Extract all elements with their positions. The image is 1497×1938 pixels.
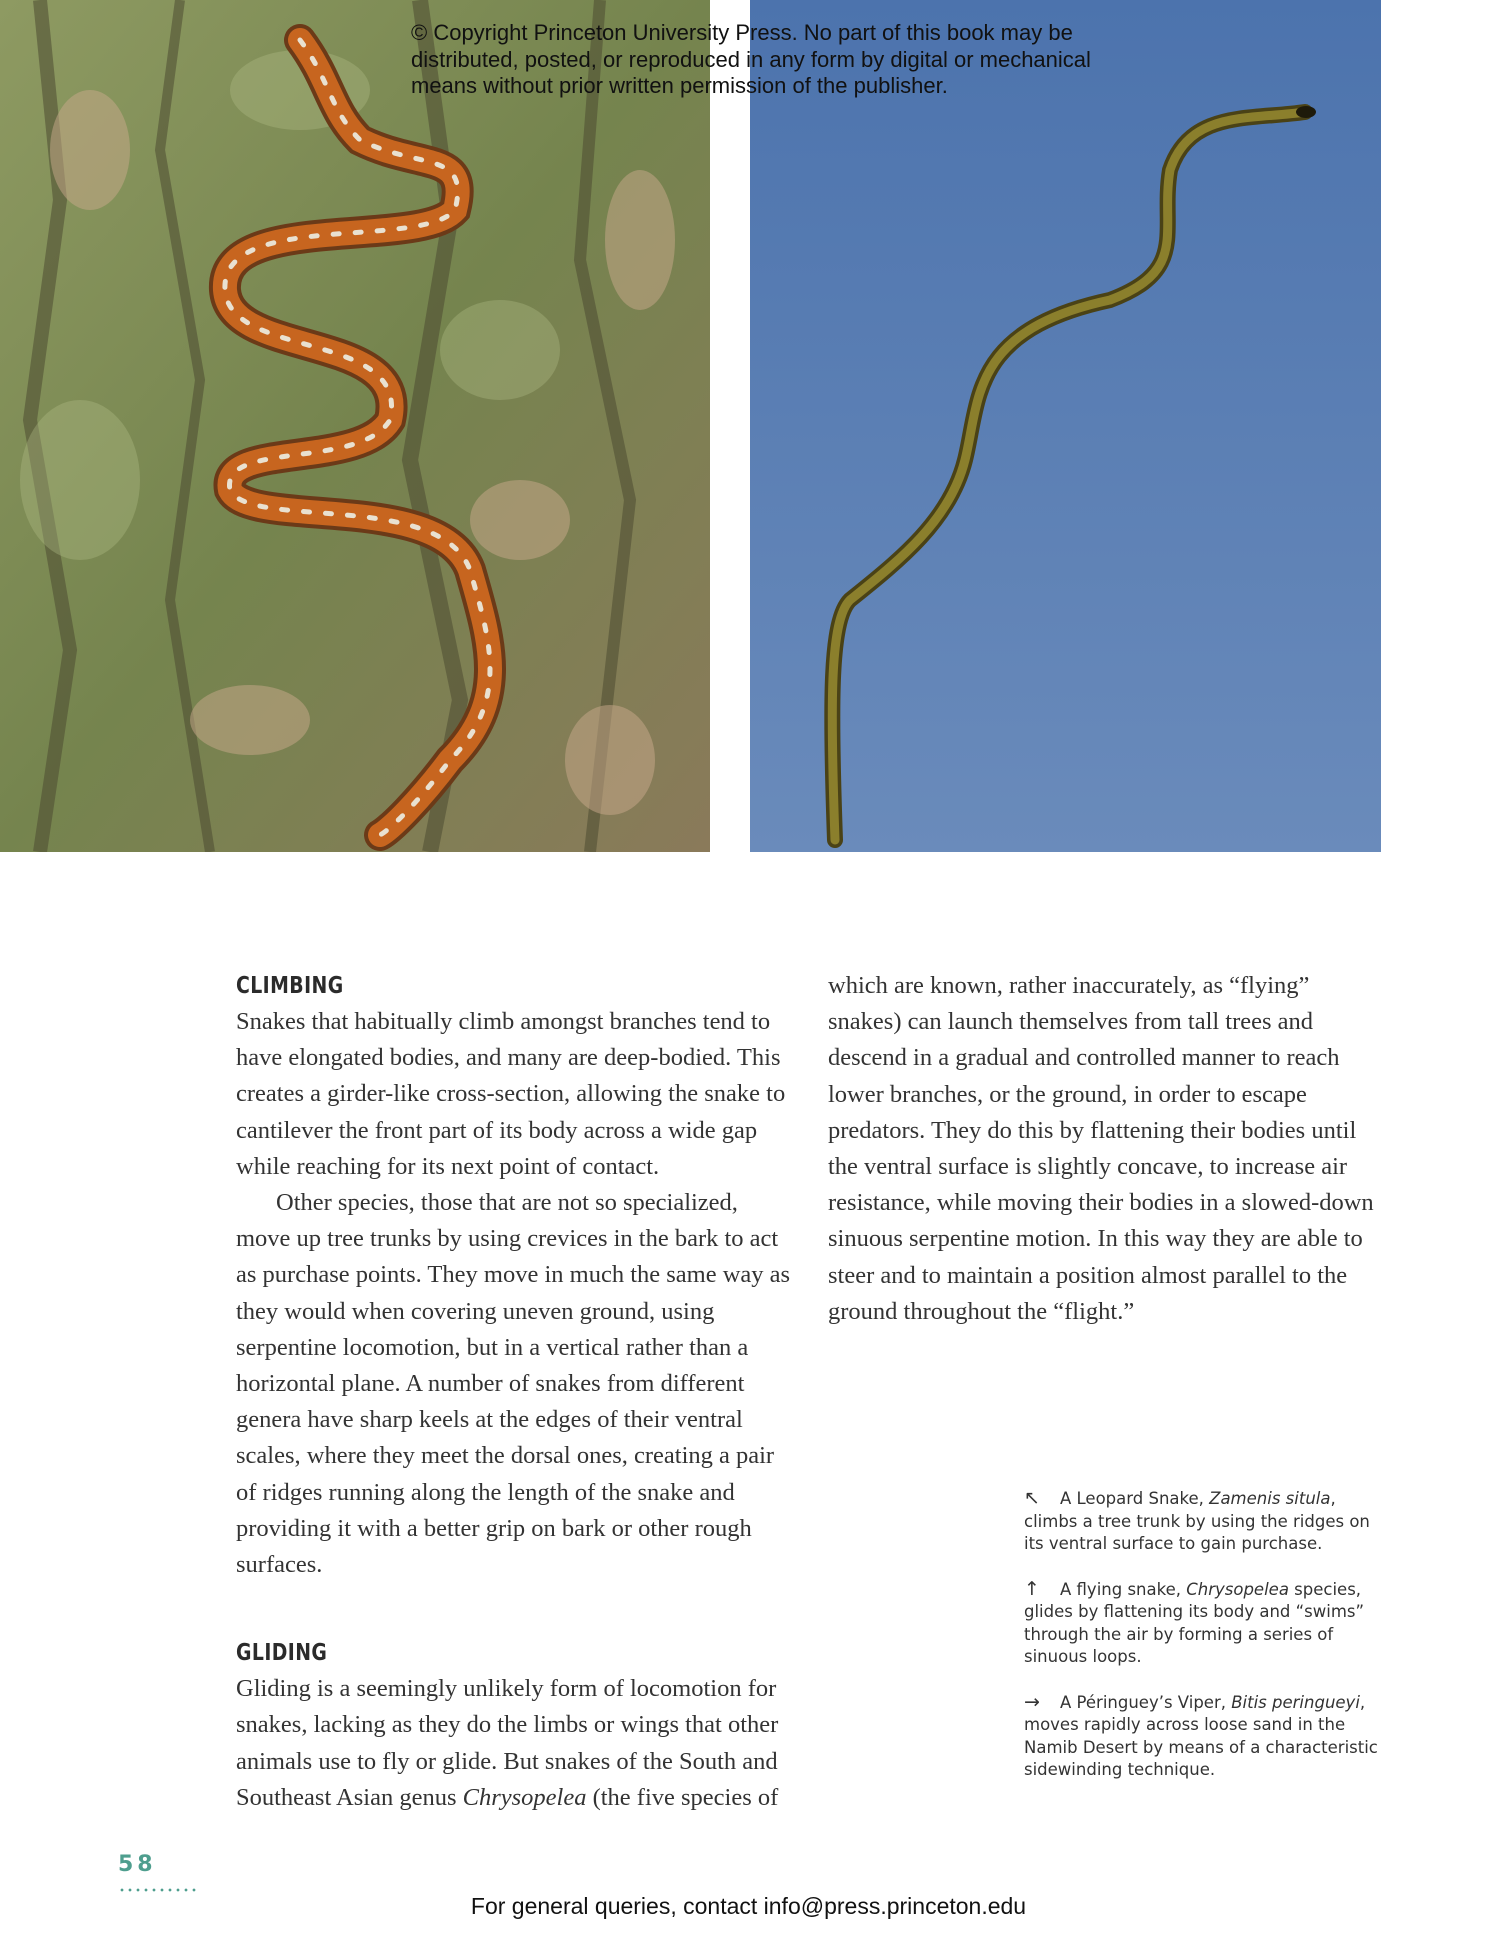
gliding-heading: GLIDING (236, 1640, 328, 1667)
gliding-text-end: (the five species of (586, 1783, 779, 1811)
gliding-text-start: Gliding is a seemingly unlikely form of locomotion for snakes, lacking as they do the limbs or wings that other animals use to fly or glide. But snakes of the South and Southeast Asian genus (236, 1675, 779, 1811)
left-text-column (236, 968, 796, 1816)
caption-peringueys-viper: → A Péringuey’s Viper, Bitis peringueyi, moves rapidly across loose sand in the Namib Desert by means of a characteristic sidewinding technique. (1024, 1690, 1378, 1779)
copyright-line-2: distributed, posted, or reproduced in any form by digital or mechanical (411, 46, 1091, 72)
climbing-heading: CLIMBING (236, 973, 344, 999)
gliding-paragraph-continued: which are known, rather inaccurately, as “flying” snakes) can launch themselves from tall trees and descend in a gradual and controlled manner to reach lower branches, or the ground, in order to escape predators. They do this by flattening their bodies until the ventral surface is slightly concave, to increase air resistance, while moving their bodies in a slowed-down sinuous serpentine motion. In this way they are able to steer and to maintain a position almost parallel to the ground throughout the “flight.” (828, 972, 1374, 1325)
footer-contact: For general queries, contact info@press.princeton.edu (470, 1893, 1027, 1919)
right-text-column (828, 968, 1388, 1330)
climbing-paragraph-2: Other species, those that are not so specialized, move up tree trunks by using crevices in the bark to act as purchase points. They move in much the same way as they would when covering uneven ground, using serpentine locomotion, but in a vertical rather than a horizontal plane. A number of snakes from different genera have sharp keels at the edges of their ventral scales, where they meet the dorsal ones, creating a pair of ridges running along the length of the snake and providing it with a better grip on bark or other rough surfaces. (236, 1189, 791, 1579)
leopard-snake-photo (0, 0, 710, 852)
copyright-notice (411, 20, 1131, 100)
gliding-paragraph-1 (236, 1671, 796, 1816)
arrow-right-icon: → (1024, 1690, 1040, 1713)
page-number: 58 (118, 1852, 157, 1877)
arrow-up-icon: ↑ (1024, 1577, 1040, 1600)
page-number-dots (118, 1888, 198, 1892)
photo-captions (1024, 1487, 1384, 1804)
copyright-line-1: © Copyright Princeton University Press. No part of this book may be (411, 20, 1073, 45)
climbing-paragraph-1: Snakes that habitually climb amongst branches tend to have elongated bodies, and many are deep-bodied. This creates a girder-like cross-section, allowing the snake to cantilever the front part of its body across a wide gap while reaching for its next point of contact. (236, 1008, 786, 1180)
caption-flying-snake: ↑ A flying snake, Chrysopelea species, glides by flattening its body and “swims” through the air by forming a series of sinuous loops. (1024, 1577, 1365, 1666)
arrow-up-left-icon: ↖ (1024, 1487, 1040, 1509)
copyright-line-3: means without prior written permission of the publisher. (411, 73, 948, 98)
flying-snake-photo (750, 0, 1381, 852)
caption-leopard-snake: ↖ A Leopard Snake, Zamenis situla, climbs a tree trunk by using the ridges on its ventral surface to gain purchase. (1024, 1487, 1370, 1553)
genus-name: Chrysopelea (462, 1783, 587, 1811)
